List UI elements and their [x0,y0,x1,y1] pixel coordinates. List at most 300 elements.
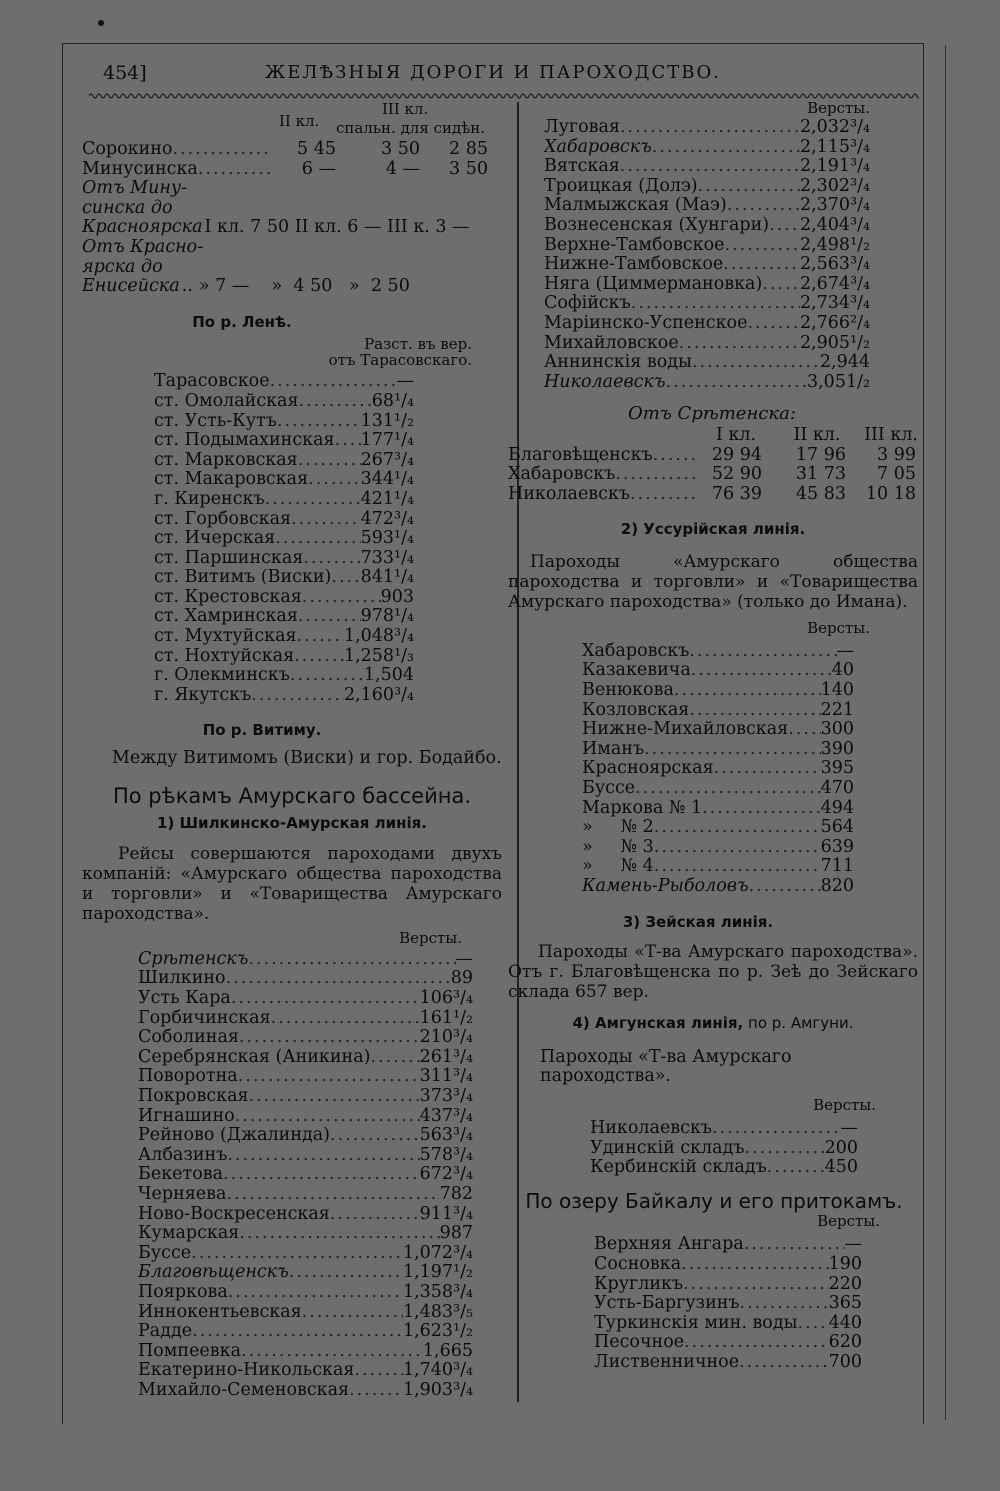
dot-leader [302,588,381,608]
station-name: Венюкова [582,681,674,701]
list-item [154,510,414,530]
dot-leader [689,701,820,721]
fare-c1: 6 — [301,158,336,179]
station-name: Хабаровскъ [508,465,616,485]
distance-value: 1,504 [363,665,414,686]
station-name: г. Киренскъ [154,489,265,509]
dot-leader [290,666,364,686]
list-item [594,1294,862,1314]
distance-value: 2,674³/₄ [799,273,870,294]
dot-leader [354,1361,403,1381]
list-item [582,799,854,819]
list-item [138,1067,473,1087]
station-name: Туркинскія мин. воды [594,1313,798,1333]
dot-leader [767,1158,825,1178]
dot-leader [303,549,360,569]
ussuri-list [582,642,854,897]
fare-c3: 3 99 [877,444,916,465]
amgun-text: Пароходы «Т-ва Амурскаго пароходства». [540,1046,792,1087]
station-name: Черняева [138,1184,227,1204]
list-item [138,1126,473,1146]
sretensk-title: Отъ Срѣтенска: [628,403,796,425]
list-item [138,1244,473,1264]
distance-value: 2,115³/₄ [799,136,870,157]
list-item [582,857,854,877]
amgun-title-rest: по р. Амгуни. [743,1014,854,1033]
dot-leader [275,529,360,549]
list-item [154,392,414,412]
yeniseisk-name: Енисейска [82,276,180,297]
list-item [544,138,870,158]
distance-value: 89 [450,968,473,989]
list-item [544,314,870,334]
fare-row [508,485,918,505]
station-name: Сосновка [594,1254,682,1274]
list-item [138,1009,473,1029]
distance-value: 1,903³/₄ [402,1379,473,1400]
dot-leader [294,647,344,667]
station-name: Удинскій складъ [590,1138,745,1158]
list-item [138,1146,473,1166]
fare-header [82,100,502,140]
list-item [138,1165,473,1185]
dot-leader [239,1028,420,1048]
amur-basin-title: По рѣкамъ Амурскаго бассейна. [112,783,472,808]
list-item [544,353,870,373]
list-item [582,759,854,779]
dot-leader [331,568,360,588]
amgun-versty: Версты. [813,1095,876,1114]
yeniseisk-row: Енисейска .. » 7 — » 4 50 » 2 50 [82,276,410,297]
station-name: Благовѣщенскъ [508,445,653,465]
list-item [544,196,870,216]
dot-leader [238,1067,420,1087]
distance-value: 593¹/₄ [360,528,414,549]
baikal-title: По озеру Байкалу и его притокамъ. [525,1188,903,1213]
dot-leader [727,196,800,216]
route-line: синска до [82,197,173,218]
list-item [594,1255,862,1275]
dot-leader [635,779,820,799]
distance-value: 68¹/₄ [371,390,414,411]
dot-leader [251,686,344,706]
distance-value: 190 [828,1253,862,1274]
list-item [590,1119,858,1139]
shilka-title: 1) Шилкинско-Амурская линія. [157,814,427,833]
station-name: Казакевича [582,661,691,681]
dot-leader [744,1235,845,1255]
fare-c1: 52 90 [711,464,762,485]
station-name: Игнашино [138,1106,235,1126]
station-name: Усть-Баргузинъ [594,1294,740,1314]
station-name: Николаевскъ [544,372,666,392]
dot-leader [762,275,800,295]
dot-leader [679,334,800,354]
dot-leader [235,1107,420,1127]
list-item [582,779,854,799]
dot-leader [683,1275,829,1295]
right-column [508,100,918,1373]
distance-value: 221 [820,699,854,720]
dot-leader [620,118,800,138]
distance-value: 782 [439,1183,473,1204]
zeya-title: 3) Зейская линія. [622,912,774,931]
station-name: » № 2 [582,818,654,838]
list-item [582,701,854,721]
dot-leader [681,1255,828,1275]
distance-value: — [396,371,414,392]
station-name: ст. Крестовская [154,587,302,607]
distance-value: 2,734³/₄ [799,293,870,314]
station-name: Малмыжская (Маэ) [544,196,727,216]
amur-list [544,118,870,392]
station-name: ст. Марковская [154,450,298,470]
station-name: Маріинско-Успенское [544,313,748,333]
list-item [138,1048,473,1068]
lena-caption-1: Разст. въ вер. [364,335,472,354]
distance-value: — [844,1234,862,1255]
station-name: Благовѣщенскъ [138,1263,289,1283]
distance-value: 1,358³/₄ [402,1281,473,1302]
station-name: Вознесенская (Хунгари) [544,215,770,235]
list-item [594,1235,862,1255]
station-name: Екатерино-Никольская [138,1361,355,1381]
list-item [138,969,473,989]
list-item [590,1158,858,1178]
station-name: Лиственничное [594,1352,740,1372]
station-name: Маркова № 1 [582,798,703,818]
list-item [154,686,414,706]
station-name: Софійскъ [544,294,631,314]
station-name: Албазинъ [138,1145,228,1165]
dot-leader [723,255,800,275]
krasnoyarsk-lines [82,238,502,277]
distance-value: 733¹/₄ [360,547,414,568]
amgun-title [508,1014,918,1034]
dot-leader [297,627,344,647]
list-item [544,177,870,197]
dot-leader [227,1146,419,1166]
dot-leader [725,236,800,256]
list-item [582,740,854,760]
distance-value: 200 [824,1137,858,1158]
lena-title: По р. Ленѣ. [192,312,292,331]
fare-row [508,465,918,485]
fare-c2: 31 73 [795,464,846,485]
dot-leader [248,950,455,970]
dot-leader [198,160,272,180]
distance-value: — [836,640,854,661]
ussuri-text: Пароходы «Амурскаго общества пароходства и торговли» и «Товарищества Амурскаго пароходства» (только до Имана). [508,551,918,612]
list-item [138,1185,473,1205]
list-item [154,470,414,490]
dot-leader [298,607,361,627]
station-name: г. Олекминскъ [154,666,290,686]
dot-leader [335,431,361,451]
distance-value: 3,051/₂ [806,371,870,392]
list-item [138,1263,473,1283]
dot-leader [654,838,821,858]
list-item [154,607,414,627]
station-name: Бекетова [138,1165,224,1185]
running-head: ЖЕЛѢЗНЫЯ ДОРОГИ И ПАРОХОДСТВО. [265,62,721,83]
sretensk-header [508,426,918,446]
distance-value: 1,048³/₄ [343,626,414,647]
ussuri-title: 2) Уссурійская линія. [620,520,806,539]
fare-c2: 4 — [385,158,420,179]
station-name: Троицкая (Долэ) [544,176,698,196]
distance-value: 620 [828,1332,862,1353]
list-item [544,294,870,314]
dot-leader [745,1139,825,1159]
dot-leader [630,485,700,505]
distance-value: 1,665 [422,1340,473,1361]
station-name: » № 4 [582,857,654,877]
station-name: Помпеевка [138,1341,242,1361]
list-item [138,1303,473,1323]
vitim-text: Между Витимомъ (Виски) и гор. Бодайбо. [112,748,502,769]
list-item [544,118,870,138]
dot-leader [270,372,397,392]
amur-versty: Версты. [807,99,870,117]
distance-value: 2,766²/₄ [799,312,870,333]
dot-leader [291,510,361,530]
distance-value: 1,197¹/₂ [402,1262,473,1283]
list-item [154,372,414,392]
list-item [544,216,870,236]
distance-value: 2,944 [819,352,870,373]
distance-value: 365 [828,1293,862,1314]
station-name: Козловская [582,700,690,720]
left-column [82,100,502,1400]
station-name: Верхняя Ангара [594,1235,744,1255]
station-name: ст. Подымахинская [154,431,335,451]
fare-row [82,140,502,160]
vitim-title: По р. Витиму. [202,721,322,740]
lena-caption [82,336,472,368]
distance-value: 841¹/₄ [360,567,414,588]
list-item [138,1381,473,1401]
amgun-list [590,1119,858,1178]
list-item [154,568,414,588]
station-name: Шилкино [138,969,226,989]
route-line: Отъ Красно- [82,236,204,257]
station-name: Буссе [582,779,636,799]
list-item [138,1361,473,1381]
distance-value: 494 [820,797,854,818]
list-item [544,236,870,256]
dot-leader [769,216,800,236]
sretensk-header-ii: II кл. [793,424,841,445]
distance-value: 344¹/₄ [360,469,414,490]
distance-value: 911³/₄ [419,1203,473,1224]
distance-value: 2,032³/₄ [799,117,870,137]
dot-leader [298,451,361,471]
distance-value: 177¹/₄ [360,430,414,451]
station-name: Тарасовское [154,372,270,392]
station-name: Хабаровскъ [544,137,652,157]
dot-leader [226,1185,439,1205]
list-item [582,642,854,662]
sretensk-rows [508,446,918,505]
fare-c2: 17 96 [795,444,846,465]
list-item [138,1107,473,1127]
station-name: Няга (Циммермановка) [544,274,763,294]
list-item [154,431,414,451]
amgun-title-bold: 4) Амгунская линія, [572,1014,744,1033]
baikal-versty: Версты. [817,1212,880,1231]
station-name: Иннокентьевская [138,1302,302,1322]
station-name: Кербинскій складъ [590,1158,767,1178]
list-item [582,818,854,838]
dot-leader [192,1322,403,1342]
distance-value: 2,563³/₄ [799,254,870,275]
station-name: ст. Омолайская [154,391,299,411]
dot-leader [714,759,821,779]
distance-value: 300 [820,719,854,740]
station-name: Вятская [544,157,620,177]
distance-value: 2,370³/₄ [799,195,870,216]
sretensk-header-i: I кл. [716,424,757,445]
list-item [138,1224,473,1244]
distance-value: 161¹/₂ [419,1007,473,1028]
minusinsk-lines [82,179,502,218]
dot-leader [620,157,800,177]
dot-leader [654,857,821,877]
distance-value: 40 [831,660,854,681]
station-name: Покровская [138,1086,249,1106]
dot-leader [653,446,700,466]
fare-c1: 29 94 [711,444,762,465]
fare-c3: 7 05 [877,464,916,485]
ussuri-versty: Версты. [807,618,870,637]
page-number: 454] [103,62,147,84]
station-name: Усть Кара [138,989,231,1008]
route-line: ярска до [82,256,163,277]
dot-leader [689,642,836,662]
distance-value: 2,905¹/₂ [799,332,870,353]
distance-value: 2,160³/₄ [343,684,414,705]
dot-leader [788,720,820,740]
fare-c3: 10 18 [865,483,916,504]
distance-value: 672³/₄ [419,1164,473,1185]
distance-value: 470 [820,778,854,799]
station-name: Сорокино [82,140,173,159]
fare-header-iii: III кл. [382,100,429,118]
fare-row [508,446,918,466]
fare-header-sub: спальн. для сидѣн. [336,119,486,137]
dot-leader [302,1303,403,1323]
distance-value: 711 [820,856,854,877]
dot-leader [228,1283,403,1303]
station-name: Луговая [544,118,620,137]
distance-value: 700 [828,1351,862,1372]
list-item [138,1283,473,1303]
station-name: Горбичинская [138,1008,271,1028]
station-name: ст. Ичерская [154,529,276,549]
list-item [154,549,414,569]
distance-value: 373³/₄ [419,1085,473,1106]
list-item [594,1314,862,1334]
distance-value: 210³/₄ [419,1027,473,1048]
fare-c3: 3 50 [449,158,488,179]
dot-leader [289,1263,403,1283]
station-name: Радде [138,1322,193,1342]
list-item [138,1205,473,1225]
dot-leader [265,490,361,510]
dot-leader [277,412,361,432]
station-name: Пояркова [138,1282,228,1302]
list-item [154,490,414,510]
lena-list [154,372,414,705]
list-item [544,157,870,177]
krasnoyarsk-name: Красноярска [82,217,203,238]
yeniseisk-fares: » 7 — » 4 50 » 2 50 [198,276,410,297]
baikal-list [594,1235,862,1372]
distance-value: 578³/₄ [419,1144,473,1165]
station-name: Поворотна [138,1067,238,1087]
dot-leader [712,1119,840,1139]
station-name: ст. Хамринская [154,607,298,627]
list-item [594,1333,862,1353]
list-item [582,877,854,897]
distance-value: — [455,948,473,969]
dot-leader [330,1126,420,1146]
fare-c1: 76 39 [711,483,762,504]
station-name: Соболиная [138,1028,239,1048]
list-item [138,1028,473,1048]
distance-value: 267³/₄ [360,449,414,470]
distance-value: 2,404³/₄ [799,214,870,235]
station-name: Красноярская [582,759,714,779]
station-name: Михайловское [544,333,679,353]
station-name: Иманъ [582,739,645,759]
station-name: ст. Усть-Кутъ [154,411,277,431]
dot-leader [747,314,800,334]
dot-leader [692,353,820,373]
distance-value: 1,072³/₄ [402,1242,473,1263]
station-name: ст. Паршинская [154,548,304,568]
list-item [582,720,854,740]
dot-leader [631,294,800,314]
station-name: Рейново (Джалинда) [138,1126,331,1146]
station-name: Камень-Рыболовъ [582,877,749,896]
speck-dot [98,20,104,26]
distance-value: 563³/₄ [419,1125,473,1146]
list-item [138,989,473,1009]
distance-value: 450 [824,1157,858,1178]
list-item [582,838,854,858]
list-item [154,666,414,686]
distance-value: 2,191³/₄ [799,156,870,177]
station-name: ст. Мухтуйская [154,627,297,647]
distance-value: 140 [820,680,854,701]
list-item [544,275,870,295]
list-item [590,1139,858,1159]
dot-leader [191,1244,403,1264]
list-item [154,412,414,432]
fare-c3: 2 85 [449,139,488,159]
station-name: » № 3 [582,837,654,857]
dot-leader [654,818,821,838]
station-name: Буссе [138,1243,192,1263]
station-name: Нижне-Тамбовское [544,255,724,275]
list-item [154,451,414,471]
distance-value: 564 [820,817,854,838]
list-item [544,334,870,354]
dot-leader [749,877,821,897]
distance-value: 440 [828,1312,862,1333]
